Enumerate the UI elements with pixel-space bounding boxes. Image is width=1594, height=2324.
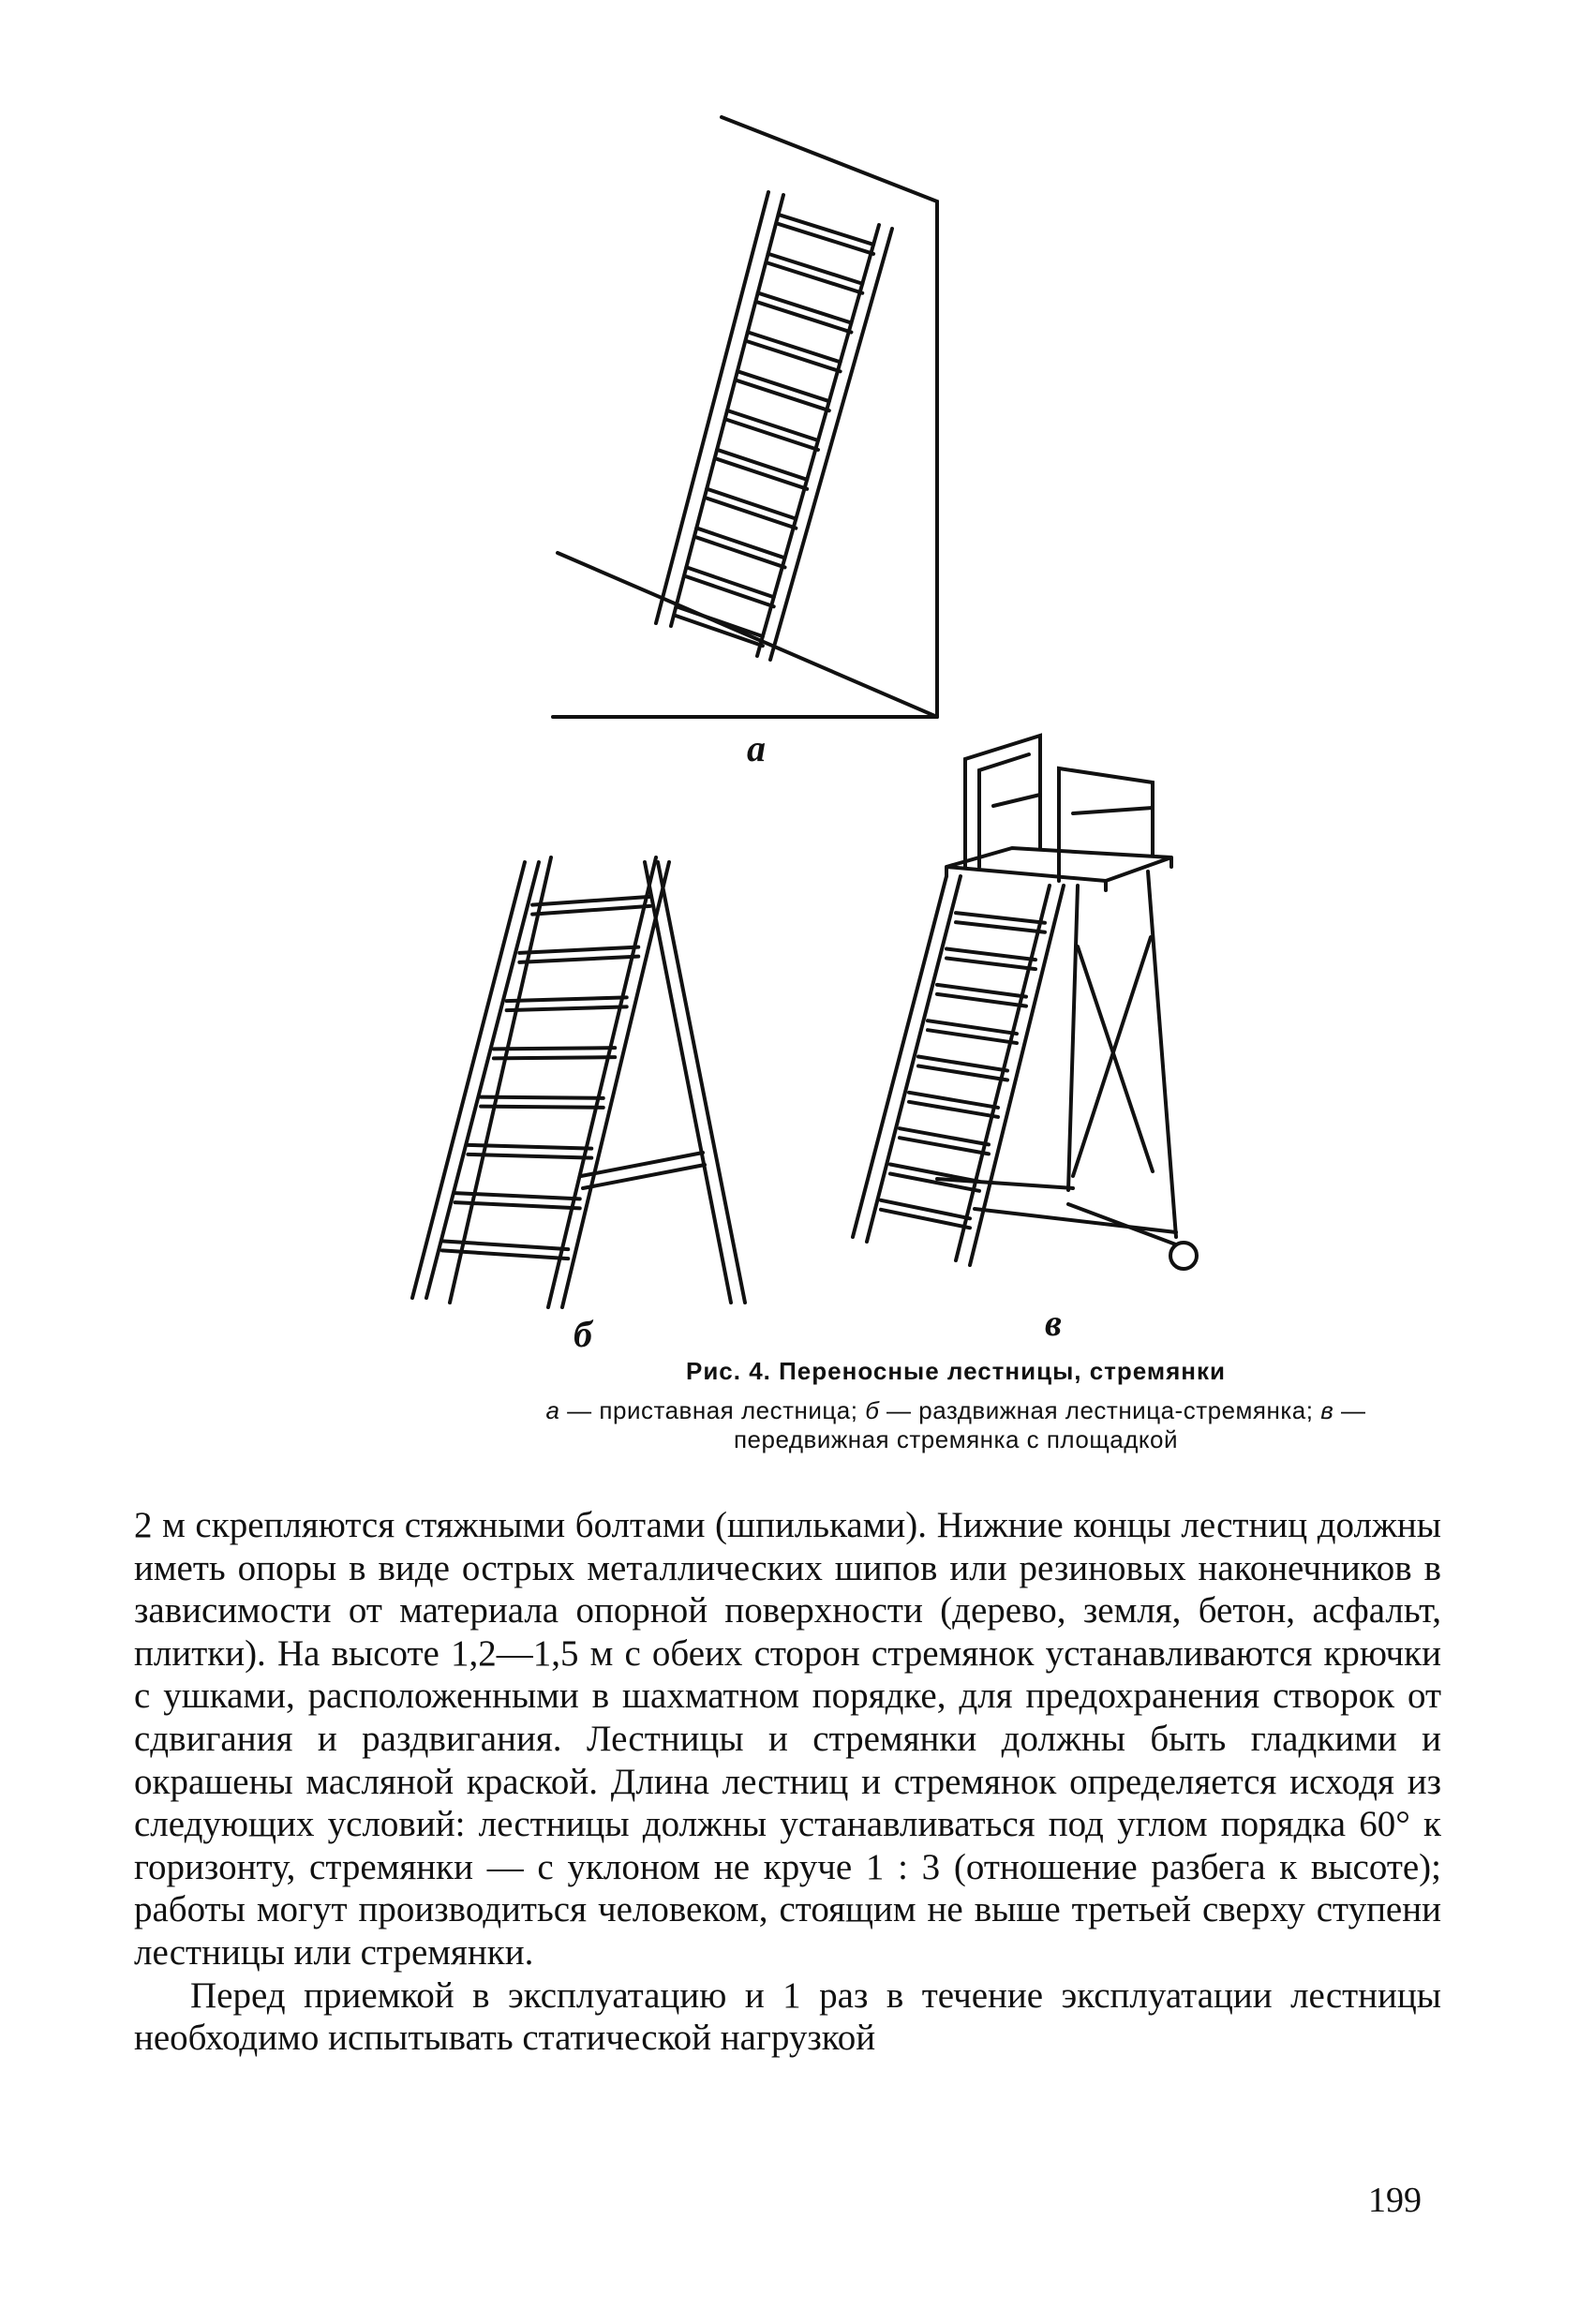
ladder-rung [532,906,650,915]
caption-text-b: — раздвижная лестница-стремянка; [879,1396,1321,1424]
ladder-rung [481,1097,603,1098]
ladder-rung [890,1165,979,1182]
ladder-rung [900,1128,989,1144]
ladder-rung [481,1107,603,1108]
caption-letter-b: б [865,1396,880,1424]
caption-text-a: — приставная лестница; [559,1396,866,1424]
panel-b-label: б [574,1313,592,1355]
ladder-rung [507,997,627,1001]
paragraph: 2 м скрепляются стяжными болтами (шпильками). Нижние концы лестниц должны иметь опоры в виде острых металлических шипов или резиновых наконечников в зависимости от материала опорной поверхности (дерево, земля, бетон, асфальт, плитки). На высоте 1,2—1,5 м с обеих сторон стремянок устанавливаются крючки с ушками, расположенными в шахматном порядке, для предохранения створок от сдвигания и раздвигания. Лестницы и стремянки должны быть гладкими и окрашены масляной краской. Длина лестниц и стремянок определяется исходя из следующих условий: лестницы должны устанавливаться под углом порядка 60° к горизонту, стремянки — с уклоном не круче 1 : 3 (отношение разбега к высоте); работы могут производиться человеком, стоящим не выше третьей сверху ступени лестницы или стремянки. [134,1505,1441,1973]
ladder-rung [532,897,650,905]
panel-a-ladder [656,192,892,660]
panel-b-stepladder [412,857,745,1307]
ladder-rung [519,947,638,953]
ladder-rung [881,1200,970,1218]
caption-letter-a: а [545,1396,560,1424]
ladder-rung [956,913,1045,923]
figure-caption-title: Рис. 4. Переносные лестницы, стремянки [685,1357,1227,1385]
ladder-rung [900,1138,989,1154]
panel-v-platform-ladder [853,736,1197,1269]
ladder-rung [507,1006,627,1010]
ladder-rung [494,1048,615,1049]
figure-caption-description [469,1396,1443,1454]
ladder-rung [468,1155,591,1158]
caption-letter-v: в [1320,1396,1334,1424]
page-number: 199 [1368,2181,1422,2220]
panel-a-label: а [747,727,766,769]
ladder-rung [519,957,638,962]
body-text [134,1504,1441,2060]
ladder-rung [494,1057,615,1058]
caption-text-v: — передвижная стремянка с площадкой [733,1396,1366,1453]
ladder-rung [956,922,1045,932]
panel-v-label: в [1045,1302,1062,1344]
ladder-rung [881,1210,970,1228]
paragraph: Перед приемкой в эксплуатацию и 1 раз в течение эксплуатации лестницы необходимо испытывать статической нагрузкой [134,1974,1441,2059]
